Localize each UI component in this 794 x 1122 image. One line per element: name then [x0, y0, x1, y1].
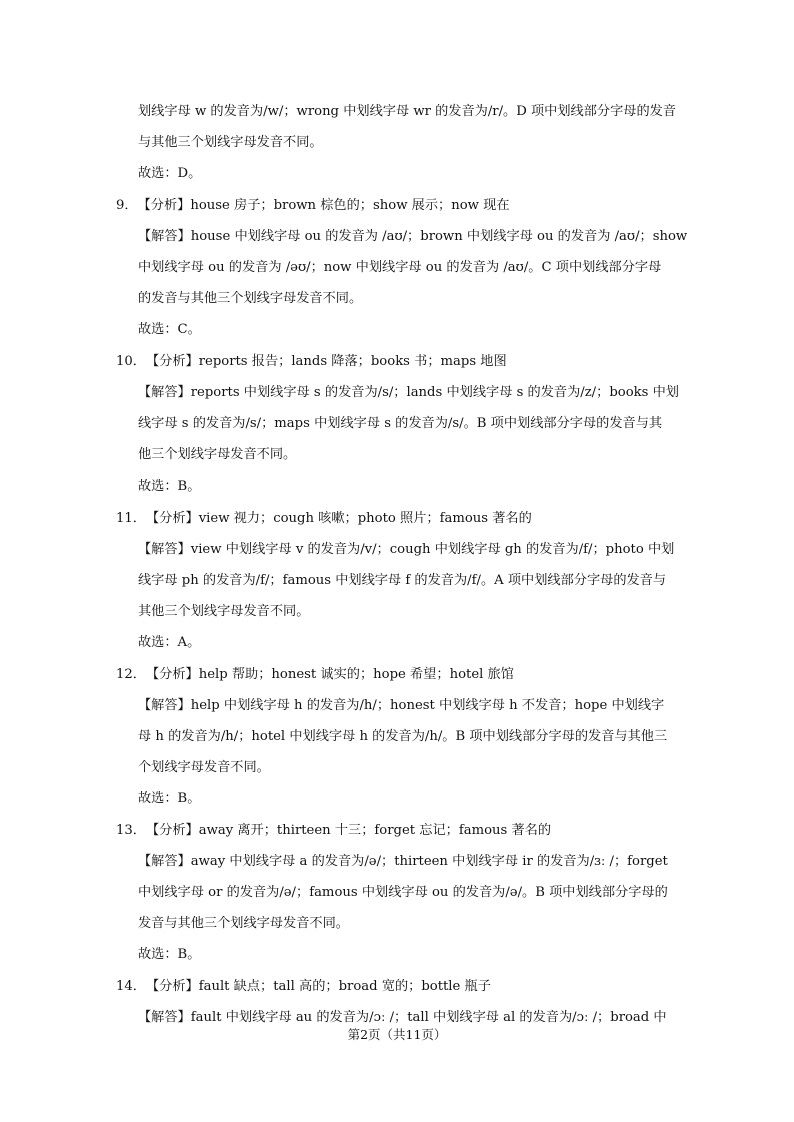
- item-10-answer-line-3: 他三个划线字母发音不同。: [138, 447, 297, 462]
- intro-choice: 故选：D。: [138, 166, 202, 181]
- item-13-analysis: [116, 822, 656, 840]
- item-11-answer-line-1: 【解答】view 中划线字母 v 的发音为/v/；cough 中划线字母 gh 的发音为/f/；photo 中划: [138, 542, 675, 557]
- item-number: 9．: [116, 198, 138, 213]
- analysis-text: 【分析】help 帮助；honest 诚实的；hope 希望；hotel 旅馆: [145, 667, 514, 682]
- item-9-choice: 故选：C。: [138, 322, 201, 337]
- analysis-text: 【分析】away 离开；thirteen 十三；forget 忘记；famous 著名的: [145, 823, 552, 838]
- item-number: 10．: [116, 354, 146, 369]
- analysis-text: 【分析】fault 缺点；tall 高的；broad 宽的；bottle 瓶子: [145, 979, 491, 994]
- item-number: 12．: [116, 667, 146, 682]
- item-10-answer-line-1: 【解答】reports 中划线字母 s 的发音为/s/；lands 中划线字母 s 的发音为/z/；books 中划: [138, 385, 679, 400]
- item-11-answer-line-2: 线字母 ph 的发音为/f/；famous 中划线字母 f 的发音为/f/。A 项中划线部分字母的发音与: [138, 573, 667, 588]
- item-9-analysis: [116, 197, 656, 215]
- item-12-analysis: [116, 666, 656, 684]
- item-13-answer-line-1: 【解答】away 中划线字母 a 的发音为/ə/；thirteen 中划线字母 ir 的发音为/ɜː /；forget: [138, 854, 668, 869]
- item-12-answer-line-2: 母 h 的发音为/h/；hotel 中划线字母 h 的发音为/h/。B 项中划线部分字母的发音与其他三: [138, 729, 668, 744]
- item-12-answer-line-3: 个划线字母发音不同。: [138, 760, 270, 775]
- intro-line-1: 划线字母 w 的发音为/w/；wrong 中划线字母 wr 的发音为/r/。D 项中划线部分字母的发音: [138, 104, 677, 119]
- item-11-analysis: [116, 510, 656, 528]
- item-13-answer-line-3: 发音与其他三个划线字母发音不同。: [138, 916, 349, 931]
- item-9-answer-line-3: 的发音与其他三个划线字母发音不同。: [138, 291, 363, 306]
- item-10-answer-line-2: 线字母 s 的发音为/s/；maps 中划线字母 s 的发音为/s/。B 项中划线部分字母的发音与其: [138, 416, 663, 431]
- item-10-choice: 故选：B。: [138, 479, 201, 494]
- item-12-answer-line-1: 【解答】help 中划线字母 h 的发音为/h/；honest 中划线字母 h 不发音；hope 中划线字: [138, 698, 665, 713]
- item-12-choice: 故选：B。: [138, 791, 201, 806]
- item-9-answer-line-1: 【解答】house 中划线字母 ou 的发音为 /aʊ/；brown 中划线字母 ou 的发音为 /aʊ/；show: [138, 229, 688, 244]
- page-footer: 第2页（共11页）: [347, 1027, 447, 1042]
- analysis-text: 【分析】house 房子；brown 棕色的；show 展示；now 现在: [137, 198, 510, 213]
- item-11-choice: 故选：A。: [138, 635, 201, 650]
- analysis-text: 【分析】reports 报告；lands 降落；books 书；maps 地图: [145, 354, 507, 369]
- item-number: 14．: [116, 979, 146, 994]
- item-13-choice: 故选：B。: [138, 947, 201, 962]
- item-13-answer-line-2: 中划线字母 or 的发音为/ə/；famous 中划线字母 ou 的发音为/ə/。B 项中划线部分字母的: [138, 885, 668, 900]
- analysis-text: 【分析】view 视力；cough 咳嗽；photo 照片；famous 著名的: [145, 511, 532, 526]
- item-14-answer-line-1: 【解答】fault 中划线字母 au 的发音为/ɔː /；tall 中划线字母 al 的发音为/ɔː /；broad 中: [138, 1010, 667, 1025]
- item-number: 11．: [116, 511, 146, 526]
- item-9-answer-line-2: 中划线字母 ou 的发音为 /əʊ/；now 中划线字母 ou 的发音为 /aʊ/。C 项中划线部分字母: [138, 260, 662, 275]
- item-11-answer-line-3: 其他三个划线字母发音不同。: [138, 604, 310, 619]
- item-10-analysis: [116, 353, 656, 371]
- item-number: 13．: [116, 823, 146, 838]
- intro-line-2: 与其他三个划线字母发音不同。: [138, 135, 323, 150]
- item-14-analysis: [116, 978, 656, 996]
